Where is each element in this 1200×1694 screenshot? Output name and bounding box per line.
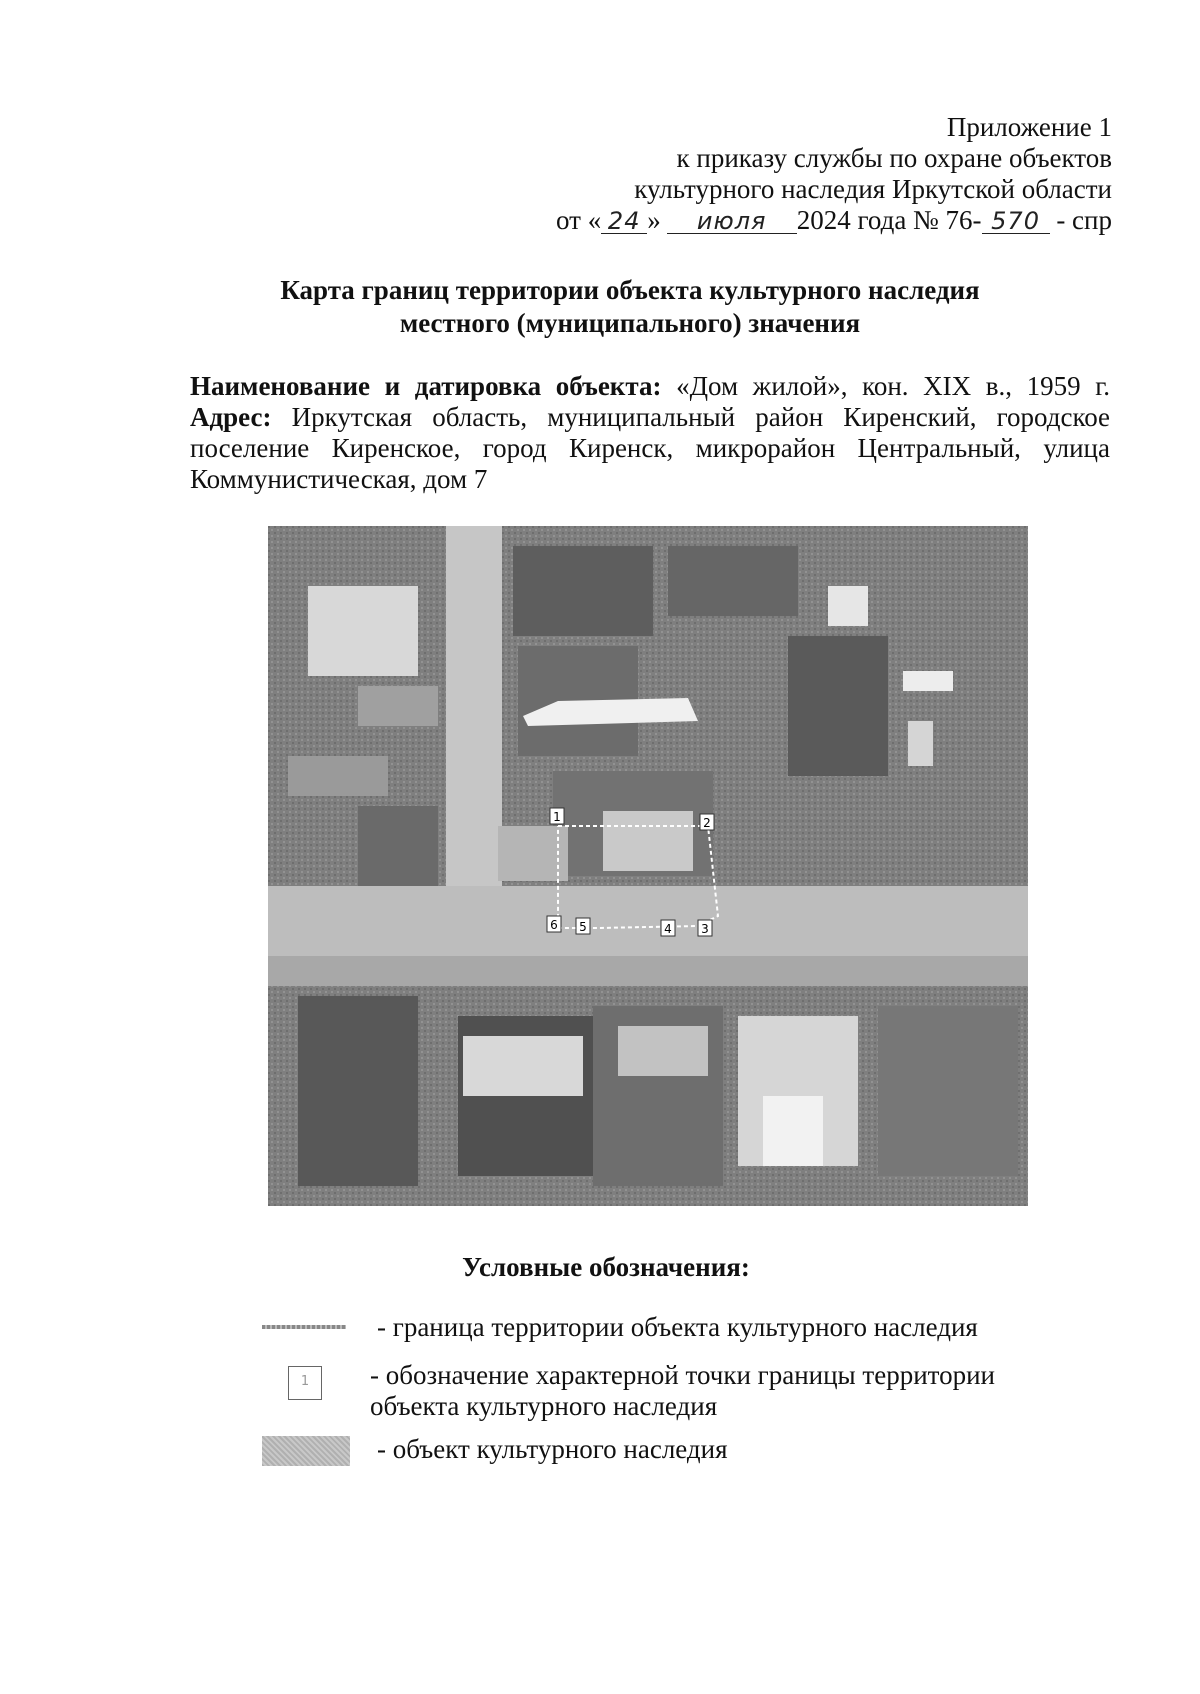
point-label-5: 5: [579, 920, 587, 934]
appendix-header: [556, 112, 1112, 236]
point-label-4: 4: [664, 922, 672, 936]
document-title: [0, 274, 1200, 340]
date-suffix: - спр: [1049, 205, 1112, 235]
legend-row-point: [262, 1360, 1062, 1430]
title-line-1: Карта границ территории объекта культурного наследия: [280, 275, 980, 305]
legend-row-boundary: [262, 1312, 1062, 1344]
point-label-3: 3: [701, 922, 709, 936]
point-marker-4: [661, 920, 675, 936]
title-line-2: местного (муниципального) значения: [399, 308, 861, 338]
point-label-6: 6: [550, 918, 558, 932]
appendix-number: Приложение 1: [946, 112, 1112, 142]
order-date-line: [556, 205, 1112, 236]
address-label: Адрес:: [190, 402, 272, 432]
handwritten-month: июля: [667, 209, 797, 234]
heritage-object-symbol: [262, 1436, 350, 1466]
order-authority: культурного наследия Иркутской области: [634, 174, 1112, 204]
boundary-line-symbol: [262, 1325, 346, 1329]
handwritten-order-number: 570: [982, 209, 1050, 234]
legend-boundary-text: - граница территории объекта культурного наследия: [377, 1312, 978, 1342]
point-symbol: 1: [288, 1366, 322, 1400]
address-value: Иркутская область, муниципальный район Киренский, городское поселение Киренское, город Киренск, микрорайон Центральный, улица Коммунистическая, дом 7: [190, 402, 1111, 494]
point-marker-3: [698, 920, 712, 936]
object-name: [190, 371, 1110, 402]
object-address: [190, 402, 1110, 495]
handwritten-day: 24: [601, 209, 647, 234]
object-name-value: «Дом жилой», кон. XIX в., 1959 г.: [676, 371, 1110, 401]
aerial-map: [268, 526, 1028, 1206]
object-description: [190, 371, 1110, 495]
object-name-label: Наименование и датировка объекта:: [190, 371, 662, 401]
legend-point-text: - обозначение характерной точки границы территории объекта культурного наследия: [370, 1360, 996, 1421]
legend-title: Условные обозначения:: [462, 1252, 750, 1282]
point-marker-2: [700, 814, 714, 830]
date-mid: »: [647, 205, 661, 235]
aerial-map-image: [268, 526, 1028, 1206]
point-label-2: 2: [703, 816, 711, 830]
date-prefix: от «: [556, 205, 602, 235]
legend-row-object: [262, 1434, 1062, 1468]
point-marker-5: [576, 918, 590, 934]
order-reference: к приказу службы по охране объектов: [676, 143, 1112, 173]
point-marker-1: [550, 808, 564, 824]
point-label-1: 1: [553, 810, 561, 824]
date-year: 2024 года № 76-: [796, 205, 982, 235]
point-marker-6: [547, 916, 561, 932]
legend-object-text: - объект культурного наследия: [377, 1434, 728, 1464]
